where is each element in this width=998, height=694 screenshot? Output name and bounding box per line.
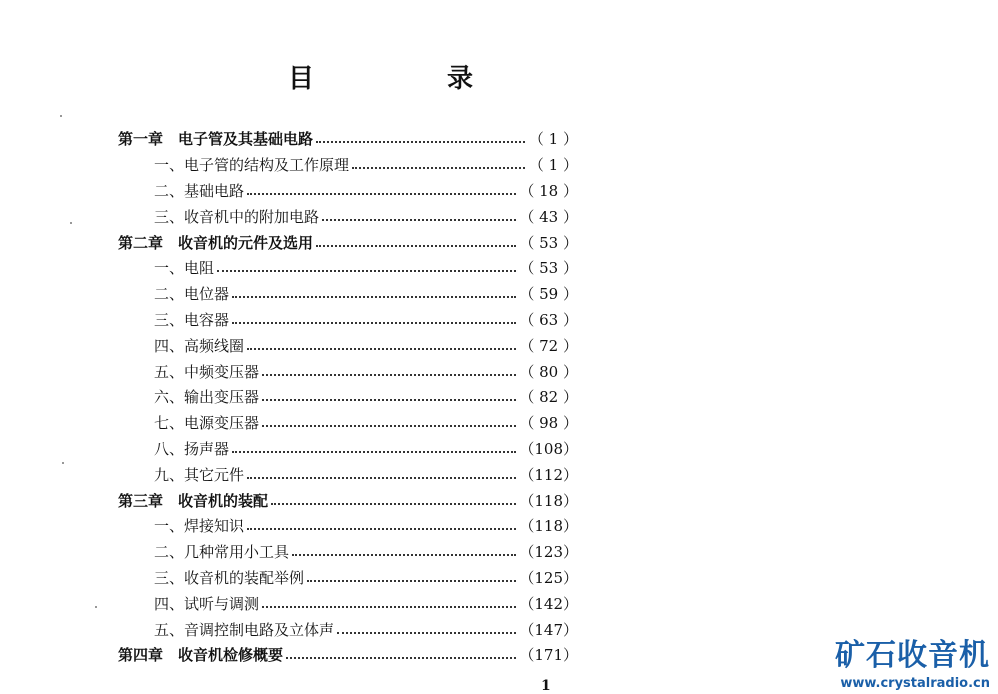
dot-leader [217, 269, 516, 272]
dot-leader [247, 476, 516, 479]
toc-row[interactable] [118, 152, 578, 178]
toc-page-number: （ 63 ） [519, 310, 578, 329]
toc-row[interactable] [118, 281, 578, 307]
toc-row[interactable] [118, 255, 578, 281]
dot-leader [352, 166, 525, 169]
toc-row[interactable] [118, 436, 578, 462]
toc-entry-label: 七、电源变压器 [154, 414, 260, 433]
dot-leader [247, 192, 516, 195]
toc-page-number: （ 80 ） [519, 362, 578, 381]
toc-page-number: （125） [519, 568, 578, 587]
toc-entry-label: 五、音调控制电路及立体声 [154, 620, 335, 639]
toc-entry-label: 第一章 电子管及其基础电路 [118, 130, 314, 149]
toc-row[interactable] [118, 126, 578, 152]
toc-entry-label: 第二章 收音机的元件及选用 [118, 233, 314, 252]
toc-row[interactable] [118, 539, 578, 565]
toc-page-number: （ 43 ） [519, 207, 578, 226]
toc-entry-label: 四、高频线圈 [154, 336, 245, 355]
toc-entry-label: 九、其它元件 [154, 465, 245, 484]
scan-speck [60, 115, 62, 117]
table-of-contents [118, 126, 578, 668]
toc-entry-label: 五、中频变压器 [154, 362, 260, 381]
toc-entry-label: 三、电容器 [154, 310, 230, 329]
dot-leader [307, 579, 516, 582]
toc-page-number: （ 1 ） [528, 130, 578, 149]
dot-leader [316, 140, 525, 143]
scan-speck [95, 606, 97, 608]
watermark-url[interactable]: www.crystalradio.cn [840, 676, 990, 691]
toc-page-number: （ 98 ） [519, 414, 578, 433]
dot-leader [232, 321, 516, 324]
toc-page-number: （147） [519, 620, 578, 639]
toc-entry-label: 二、基础电路 [154, 181, 245, 200]
toc-page-number: （112） [519, 465, 578, 484]
toc-entry-label: 三、收音机的装配举例 [154, 568, 305, 587]
watermark-name: 矿石收音机 [835, 638, 990, 673]
toc-page-number: （ 1 ） [528, 156, 578, 175]
dot-leader [232, 295, 516, 298]
footer-page-number: 1 [541, 678, 551, 694]
toc-page-number: （ 82 ） [519, 388, 578, 407]
toc-entry-label: 一、电阻 [154, 259, 215, 278]
dot-leader [262, 424, 516, 427]
toc-row[interactable] [118, 565, 578, 591]
dot-leader [337, 631, 516, 634]
page-title: 目 录 [288, 64, 536, 94]
toc-row[interactable] [118, 358, 578, 384]
toc-entry-label: 第四章 收音机检修概要 [118, 646, 284, 665]
toc-row[interactable] [118, 332, 578, 358]
toc-page-number: （ 53 ） [519, 233, 578, 252]
toc-row[interactable] [118, 178, 578, 204]
toc-page-number: （ 59 ） [519, 285, 578, 304]
toc-page-number: （ 72 ） [519, 336, 578, 355]
toc-entry-label: 二、几种常用小工具 [154, 543, 290, 562]
toc-page-number: （118） [519, 517, 578, 536]
toc-row[interactable] [118, 616, 578, 642]
toc-entry-label: 一、电子管的结构及工作原理 [154, 156, 350, 175]
dot-leader [232, 450, 516, 453]
toc-row[interactable] [118, 513, 578, 539]
toc-row[interactable] [118, 384, 578, 410]
toc-entry-label: 一、焊接知识 [154, 517, 245, 536]
toc-page-number: （123） [519, 543, 578, 562]
toc-row[interactable] [118, 410, 578, 436]
toc-row[interactable] [118, 307, 578, 333]
toc-entry-label: 二、电位器 [154, 285, 230, 304]
toc-row[interactable] [118, 203, 578, 229]
toc-page-number: （118） [519, 491, 578, 510]
toc-entry-label: 第三章 收音机的装配 [118, 491, 269, 510]
toc-page-number: （ 53 ） [519, 259, 578, 278]
dot-leader [271, 502, 516, 505]
dot-leader [316, 244, 516, 247]
dot-leader [322, 218, 516, 221]
toc-entry-label: 四、试听与调测 [154, 594, 260, 613]
toc-entry-label: 八、扬声器 [154, 439, 230, 458]
dot-leader [262, 605, 516, 608]
dot-leader [262, 373, 516, 376]
dot-leader [292, 553, 516, 556]
toc-entry-label: 三、收音机中的附加电路 [154, 207, 320, 226]
dot-leader [262, 398, 516, 401]
toc-page-number: （171） [519, 646, 578, 665]
toc-page-number: （142） [519, 594, 578, 613]
toc-row[interactable] [118, 229, 578, 255]
toc-row[interactable] [118, 461, 578, 487]
dot-leader [247, 347, 516, 350]
watermark-logo[interactable] [835, 630, 990, 691]
scan-speck [70, 222, 72, 224]
toc-page-number: （108） [519, 439, 578, 458]
dot-leader [247, 527, 516, 530]
scan-speck [62, 462, 64, 464]
toc-page-number: （ 18 ） [519, 181, 578, 200]
dot-leader [286, 656, 516, 659]
toc-entry-label: 六、输出变压器 [154, 388, 260, 407]
toc-row[interactable] [118, 642, 578, 668]
toc-row[interactable] [118, 590, 578, 616]
toc-row[interactable] [118, 487, 578, 513]
